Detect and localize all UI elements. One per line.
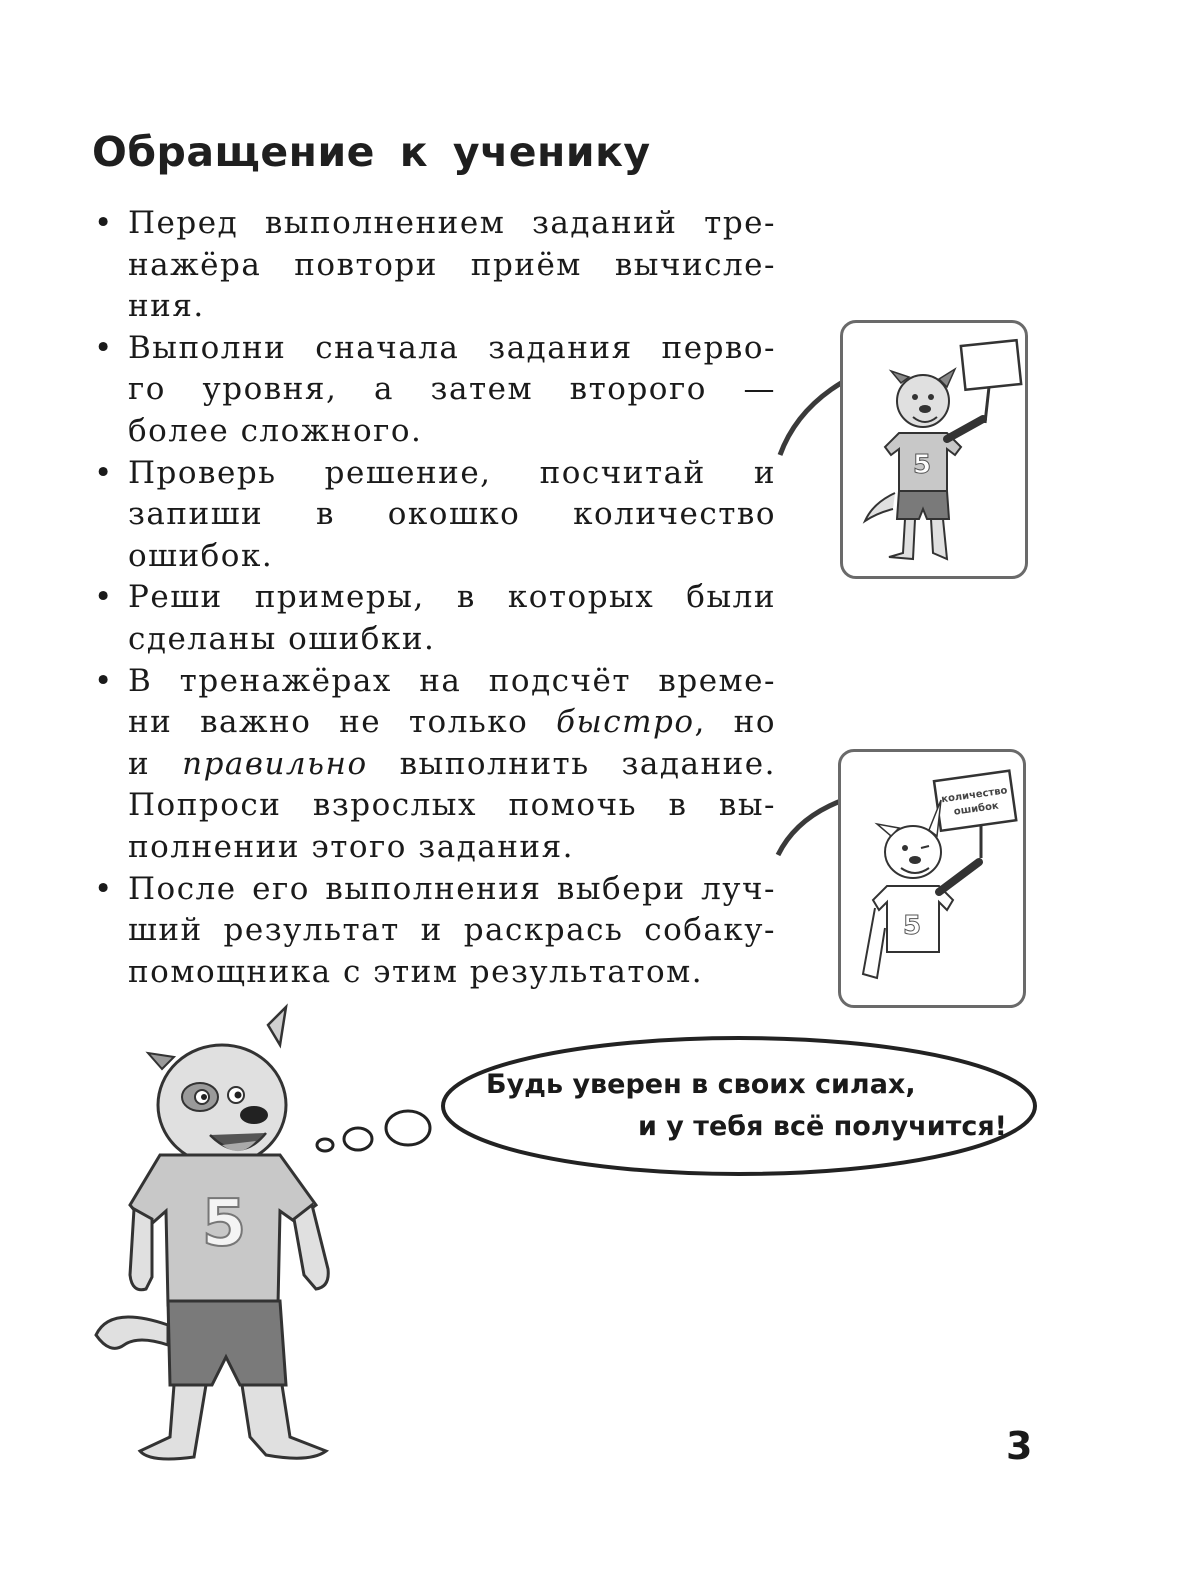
rule-line: ошибок. [128,537,274,574]
rule-line: ший результат и раскрась собаку- [128,912,776,949]
rule-text: выполнить задание. [367,745,777,782]
sign-text-line1: количество [940,785,1009,806]
speech-line-2: и у тебя всё получится! [637,1111,1007,1142]
rule-line: Перед выполнением заданий тре- [128,205,776,241]
page-number: 3 [1006,1424,1033,1468]
rule-line: После его выполнения выбери луч- [128,870,776,907]
rule-line: ния. [128,288,205,325]
svg-text:5: 5 [903,911,922,941]
bullet-icon: • [94,870,114,907]
emphasis-text: правильно [182,745,368,782]
bullet-icon: • [94,662,114,699]
rule-line: Проверь решение, посчитай и [128,454,776,491]
bullet-icon: • [94,454,114,491]
rule-text: и [128,745,183,782]
rule-line: Попроси взрослых помочь в вы- [128,787,776,824]
rule-line: Выполни сначала задания перво- [128,329,776,366]
emphasis-text: быстро [556,704,695,741]
rule-line: полнении этого задания. [128,828,574,865]
page-title: Обращение к ученику [92,128,651,176]
rule-line: более сложного. [128,412,423,449]
rule-line: Реши примеры, в которых были [128,579,776,616]
rule-line: сделаны ошибки. [128,620,436,657]
rule-line: В тренажёрах на подсчёт време- [128,662,776,699]
rule-line: нажёра повтори приём вычисле- [128,246,776,283]
rule-line: го уровня, а затем второго — [128,371,776,408]
rule-text: , но [694,704,776,741]
rule-line: помощника с этим результатом. [128,953,704,990]
rule-line: запиши в окошко количество [128,496,776,533]
bullet-icon: • [94,579,114,616]
speech-line-1: Будь уверен в своих силах, [486,1069,916,1100]
speech-bubble-text [470,1064,1015,1148]
rule-text: ни важно не только [128,704,557,741]
svg-text:5: 5 [201,1187,247,1261]
bullet-icon: • [94,329,114,366]
svg-text:5: 5 [913,450,932,480]
bullet-icon: • [94,205,114,241]
sign-text-line2: ошибок [953,800,1000,818]
